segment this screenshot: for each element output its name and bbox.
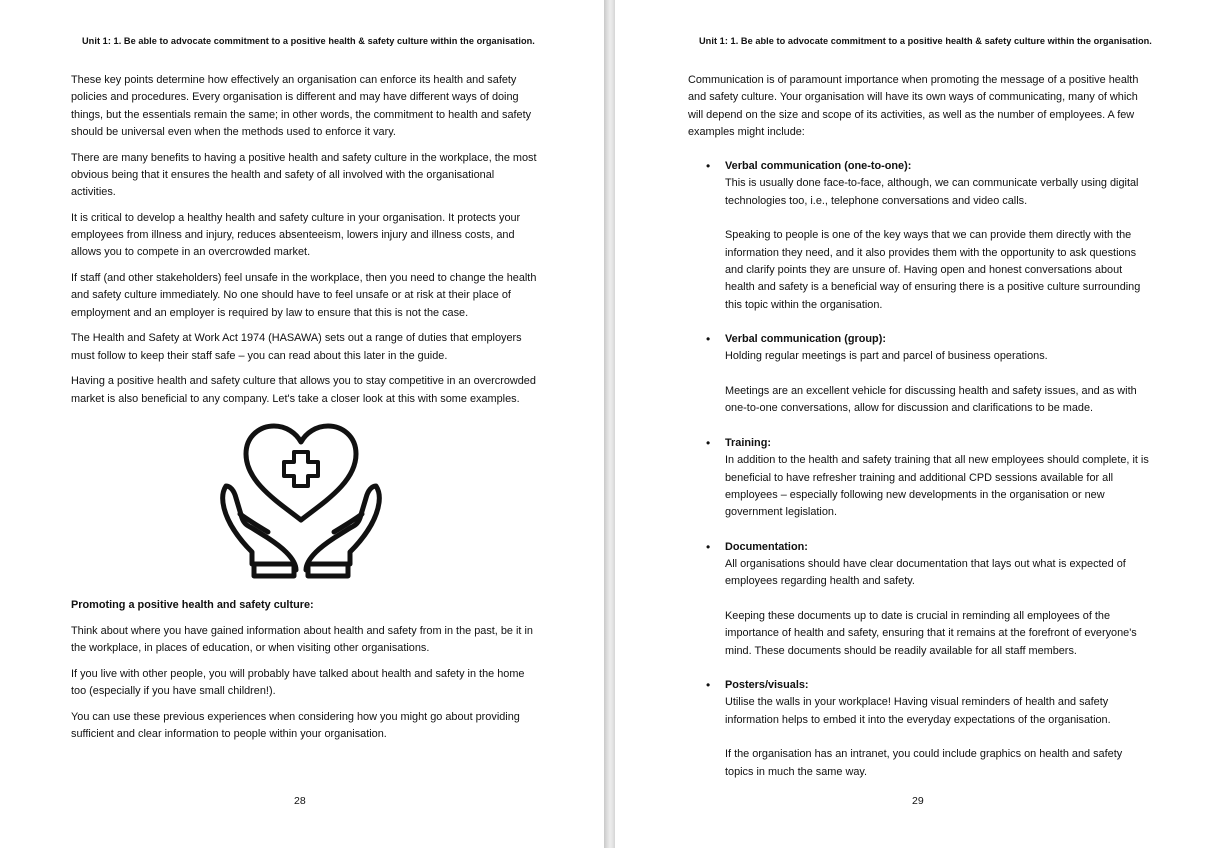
page-gutter (604, 0, 615, 848)
page-28 (0, 0, 604, 848)
list-item (688, 331, 1153, 417)
paragraph: Communication is of paramount importance when promoting the message of a positive health and safety culture. Your organisation will have its own ways of communicating, many of which will depend on the size and scope of its activities, as well as the number of employees. A few examples might include: (688, 74, 1139, 138)
list-item-title: • Posters/visuals: (725, 679, 809, 692)
paragraph: You can use these previous experiences when considering how you might go about providing sufficient and clear information to people within your organisation. (71, 710, 520, 740)
paragraph: There are many benefits to having a positive health and safety culture in the workplace, the most obvious being that it ensures the health and safety of all involved with the organisational activities. (71, 151, 537, 199)
page-header: Unit 1: 1. Be able to advocate commitment to a positive health & safety culture within the organisation. (699, 36, 1152, 46)
list-item-title: • Verbal communication (one-to-one): (725, 160, 912, 173)
paragraph: Having a positive health and safety culture that allows you to stay competitive in an overcrowded market is also beneficial to any company. Let's take a closer look at this with some examples. (71, 375, 536, 405)
list-item-text: Meetings are an excellent vehicle for discussing health and safety issues, and as with one-to-one conversations, allow for discussion and clarifications to be made. (725, 385, 1137, 415)
list-item-title: • Training: (725, 436, 771, 449)
paragraph: Think about where you have gained information about health and safety from in the past, be it in the workplace, in places of education, or when visiting other organisations. (71, 624, 533, 654)
page-29 (615, 0, 1217, 848)
page-body (688, 72, 1153, 798)
list-item-text: Holding regular meetings is part and parcel of business operations. (725, 350, 1048, 363)
list-item-title: • Documentation: (725, 540, 808, 553)
paragraph: It is critical to develop a healthy health and safety culture in your organisation. It protects your employees from illness and injury, reduces absenteeism, lowers injury and illness costs, and allows you to compete in an overcrowded market. (71, 211, 521, 259)
list-item (688, 158, 1153, 314)
list-item (688, 435, 1153, 521)
list-item-text: In addition to the health and safety training that all new employees should complete, it is beneficial to have refresher training and additional CPD sessions available for all employees – especially following new developments in the organisation or new government legislation. (725, 454, 1149, 519)
communication-methods-list (688, 158, 1153, 781)
paragraph: If you live with other people, you will probably have talked about health and safety in the home too (especially if you have small children!). (71, 667, 525, 697)
list-item-text: Utilise the walls in your workplace! Having visual reminders of health and safety information helps to embed it into the everyday expectations of the organisation. (725, 696, 1111, 726)
page-number: 28 (294, 795, 306, 807)
list-item-text: If the organisation has an intranet, you could include graphics on health and safety topics in much the same way. (725, 748, 1123, 778)
list-item-title: • Verbal communication (group): (725, 333, 886, 346)
list-item (688, 677, 1153, 781)
hands-holding-heart-cross-icon (218, 422, 384, 580)
list-item (688, 539, 1153, 660)
paragraph: If staff (and other stakeholders) feel unsafe in the workplace, then you need to change the health and safety culture immediately. No one should have to feel unsafe or at risk at their place of employment and an employer is required by law to ensure that this is not the case. (71, 272, 537, 319)
page-header: Unit 1: 1. Be able to advocate commitment to a positive health & safety culture within the organisation. (82, 36, 535, 46)
paragraph: The Health and Safety at Work Act 1974 (HASAWA) sets out a range of duties that employers must follow to keep their staff safe – you can read about this later in the guide. (71, 332, 522, 362)
list-item-text: This is usually done face-to-face, although, we can communicate verbally using digital technologies too, i.e., telephone conversations and video calls. (725, 177, 1139, 207)
list-item-text: All organisations should have clear documentation that lays out what is expected of employees regarding health and safety. (725, 558, 1126, 588)
page-number: 29 (912, 795, 924, 807)
section-heading: Promoting a positive health and safety culture: (71, 599, 314, 611)
list-item-text: Keeping these documents up to date is crucial in reminding all employees of the importance of health and safety, ensuring that it remains at the forefront of everyone's mind. These documents should be readily available for all staff members. (725, 609, 1137, 657)
page-body (71, 72, 541, 752)
paragraph: These key points determine how effectively an organisation can enforce its health and safety policies and procedures. Every organisation is different and may have different ways of doing things, but the essentials remain the same; in other words, the commitment to health and safety should be universal even when the methods used to enforce it vary. (71, 74, 532, 138)
list-item-text: Speaking to people is one of the key ways that we can provide them directly with the information they need, and it also provides them with the opportunity to ask questions and clarify points they are unsure of. Having open and honest conversations about health and safety is a beneficial way of ensuring there is a positive culture surrounding this topic within the organisation. (725, 229, 1141, 311)
